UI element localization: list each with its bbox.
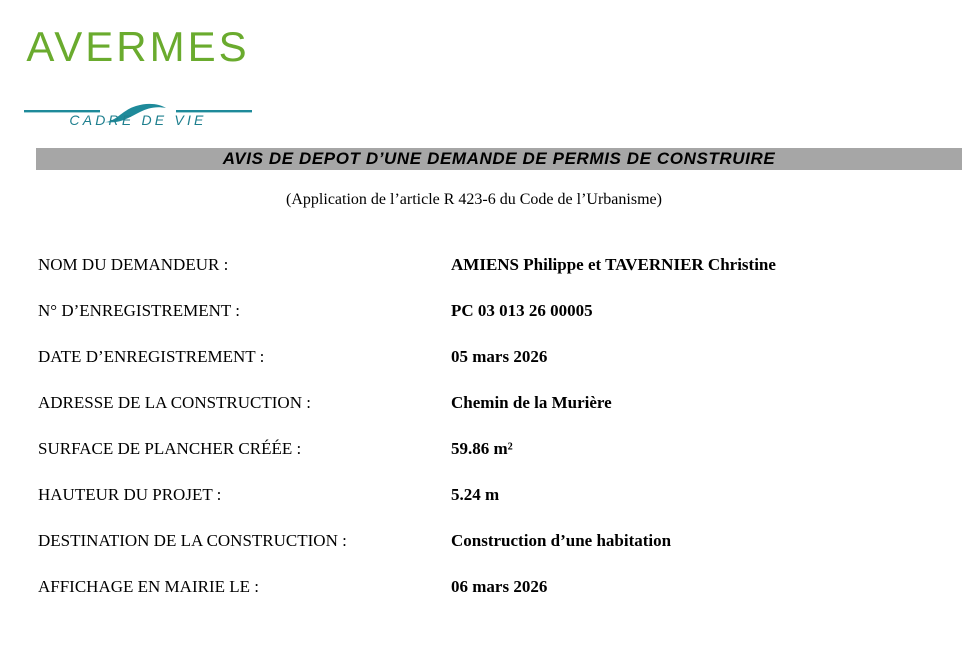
field-value: AMIENS Philippe et TAVERNIER Christine xyxy=(451,255,776,274)
field-label: HAUTEUR DU PROJET : xyxy=(38,485,222,504)
field-value: Chemin de la Murière xyxy=(451,393,612,412)
field-label: AFFICHAGE EN MAIRIE LE : xyxy=(38,577,259,596)
logo-wordmark: AVERMES xyxy=(26,23,250,70)
field-value: Construction d’une habitation xyxy=(451,531,672,550)
field-value: 5.24 m xyxy=(451,485,500,504)
legal-reference: (Application de l’article R 423-6 du Code de l’Urbanisme) xyxy=(286,191,662,208)
field-label: N° D’ENREGISTREMENT : xyxy=(38,301,240,320)
field-label: NOM DU DEMANDEUR : xyxy=(38,255,229,274)
field-value: 06 mars 2026 xyxy=(451,577,548,596)
field-value: 59.86 m² xyxy=(451,439,513,458)
field-value: PC 03 013 26 00005 xyxy=(451,301,593,320)
field-label: SURFACE DE PLANCHER CRÉÉE : xyxy=(38,439,302,458)
field-label: ADRESSE DE LA CONSTRUCTION : xyxy=(38,393,311,412)
field-value: 05 mars 2026 xyxy=(451,347,548,366)
title-bar xyxy=(36,148,962,170)
page-title: AVIS DE DEPOT D’UNE DEMANDE DE PERMIS DE CONSTRUIRE xyxy=(222,149,776,168)
field-label: DESTINATION DE LA CONSTRUCTION : xyxy=(38,531,347,550)
logo-tagline: CADRE DE VIE xyxy=(69,112,207,128)
avermes-logo xyxy=(24,23,252,130)
field-label: DATE D’ENREGISTREMENT : xyxy=(38,347,265,366)
